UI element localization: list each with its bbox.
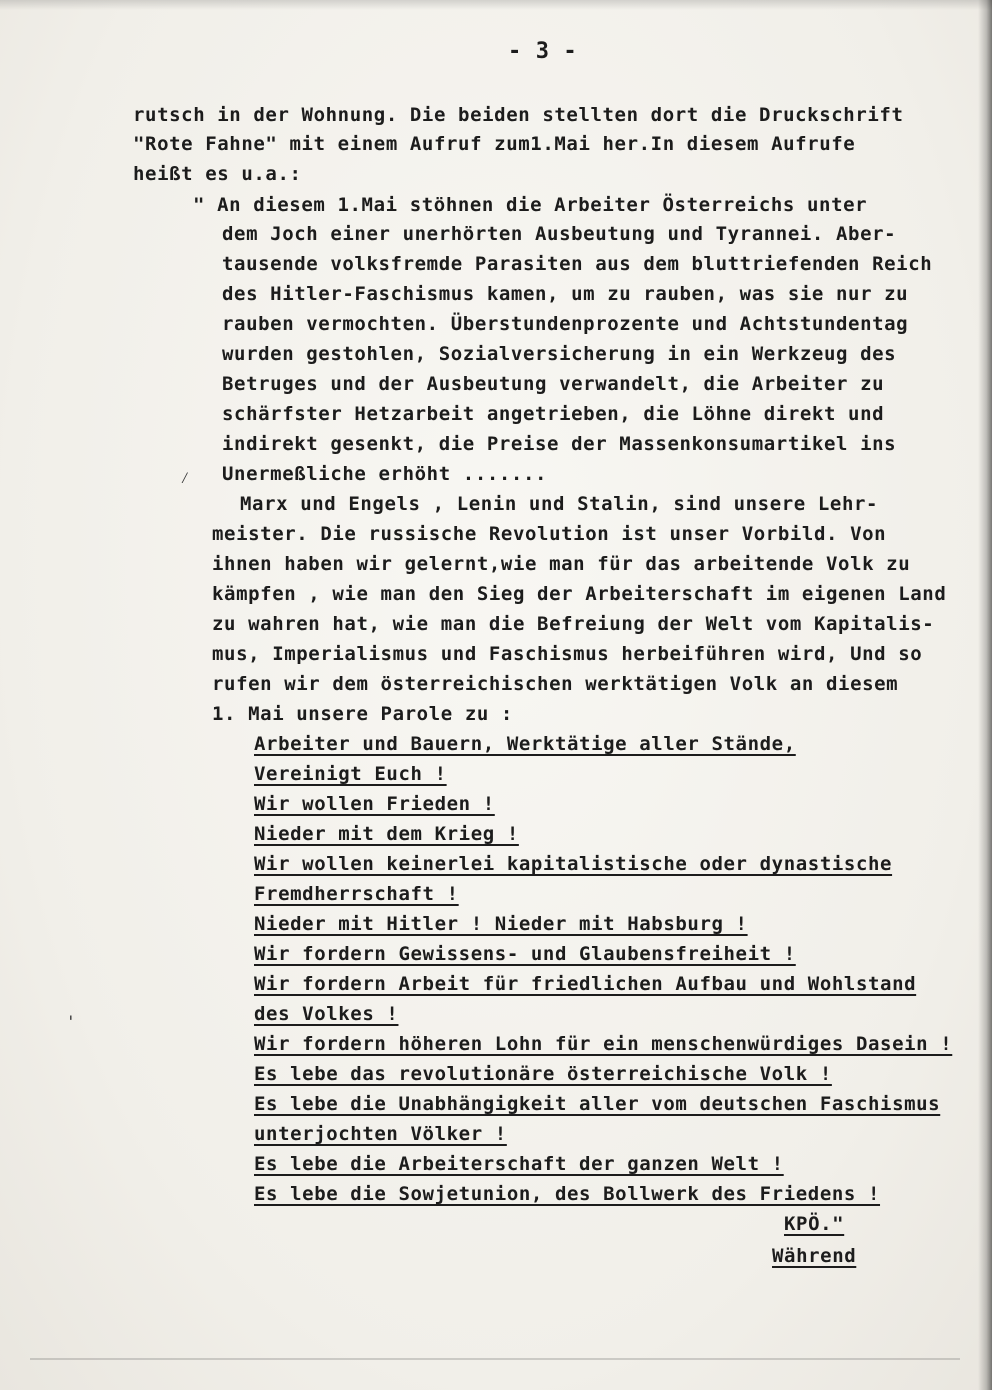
margin-tick: ⁄ xyxy=(180,468,190,487)
slogan-line: Wir wollen keinerlei kapitalistische oder dynastische xyxy=(254,853,893,875)
signature: KPÖ." xyxy=(784,1213,845,1235)
intro-line: "Rote Fahne" mit einem Aufruf zum1.Mai her.In diesem Aufrufe xyxy=(133,133,856,155)
slogan-line: Wir fordern Arbeit für friedlichen Aufbau und Wohlstand xyxy=(254,973,917,995)
quote-line: tausende volksfremde Parasiten aus dem bluttriefenden Reich xyxy=(222,253,933,275)
body-line: zu wahren hat, wie man die Befreiung der Welt vom Kapitalis- xyxy=(212,613,935,635)
quote-line: des Hitler-Faschismus kamen, um zu rauben, was sie nur zu xyxy=(222,283,909,305)
slogan-line: Nieder mit Hitler ! Nieder mit Habsburg ! xyxy=(254,913,748,935)
body-line: ihnen haben wir gelernt,wie man für das arbeitende Volk zu xyxy=(212,553,911,575)
body-line: Marx und Engels , Lenin und Stalin, sind unsere Lehr- xyxy=(240,493,879,515)
quote-line: wurden gestohlen, Sozialversicherung in ein Werkzeug des xyxy=(222,343,897,365)
slogan-line: Fremdherrschaft ! xyxy=(254,883,459,905)
quote-line: rauben vermochten. Überstundenprozente und Achtstundentag xyxy=(222,313,909,335)
slogan-line: Wir wollen Frieden ! xyxy=(254,793,495,815)
slogan-line: Es lebe die Unabhängigkeit aller vom deutschen Faschismus xyxy=(254,1093,941,1115)
body-line: mus, Imperialismus und Faschismus herbeiführen wird, Und so xyxy=(212,643,923,665)
intro-line: rutsch in der Wohnung. Die beiden stellten dort die Druckschrift xyxy=(133,104,904,126)
body-line: meister. Die russische Revolution ist unser Vorbild. Von xyxy=(212,523,887,545)
quote-line: Betruges und der Ausbeutung verwandelt, die Arbeiter zu xyxy=(222,373,885,395)
quote-line: " An diesem 1.Mai stöhnen die Arbeiter Österreichs unter xyxy=(193,194,868,216)
page-number: - 3 - xyxy=(508,39,578,64)
body-line: kämpfen , wie man den Sieg der Arbeiterschaft im eigenen Land xyxy=(212,583,947,605)
scan-edge-right xyxy=(978,0,992,1390)
slogan-line: Es lebe die Arbeiterschaft der ganzen Welt ! xyxy=(254,1153,784,1175)
scan-edge-top xyxy=(0,0,992,10)
slogan-line: des Volkes ! xyxy=(254,1003,399,1025)
slogan-line: Wir fordern Gewissens- und Glaubensfreiheit ! xyxy=(254,943,796,965)
slogan-line: Nieder mit dem Krieg ! xyxy=(254,823,519,845)
quote-line: indirekt gesenkt, die Preise der Massenkonsumartikel ins xyxy=(222,433,897,455)
catchword: Während xyxy=(772,1245,857,1267)
quote-line: dem Joch einer unerhörten Ausbeutung und Tyrannei. Aber- xyxy=(222,223,897,245)
slogan-line: Arbeiter und Bauern, Werktätige aller Stände, xyxy=(254,733,796,755)
body-line: 1. Mai unsere Parole zu : xyxy=(212,703,513,725)
slogan-line: Es lebe das revolutionäre österreichische Volk ! xyxy=(254,1063,832,1085)
quote-line: schärfster Hetzarbeit angetrieben, die Löhne direkt und xyxy=(222,403,885,425)
slogan-line: Es lebe die Sowjetunion, des Bollwerk des Friedens ! xyxy=(254,1183,881,1205)
intro-line: heißt es u.a.: xyxy=(133,163,302,185)
scan-edge-bottom xyxy=(30,1358,960,1360)
slogan-line: Wir fordern höheren Lohn für ein menschenwürdiges Dasein ! xyxy=(254,1033,953,1055)
margin-tick: ' xyxy=(66,1012,76,1031)
body-line: rufen wir dem österreichischen werktätigen Volk an diesem xyxy=(212,673,899,695)
slogan-line: Vereinigt Euch ! xyxy=(254,763,447,785)
slogan-line: unterjochten Völker ! xyxy=(254,1123,507,1145)
quote-line: Unermeßliche erhöht ....... xyxy=(222,463,548,485)
